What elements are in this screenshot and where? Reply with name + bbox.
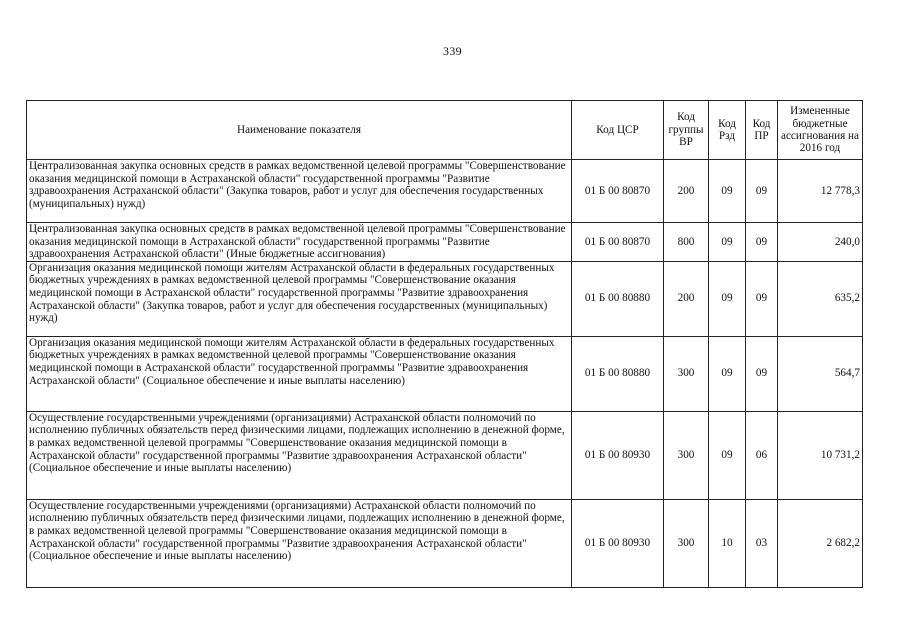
row-rzd: 09	[709, 160, 746, 223]
row-rzd: 09	[709, 223, 746, 262]
row-amount: 12 778,3	[778, 160, 863, 223]
row-vr: 800	[664, 223, 709, 262]
row-vr: 300	[664, 499, 709, 587]
page-number: 339	[443, 44, 462, 58]
row-vr: 200	[664, 160, 709, 223]
row-csr: 01 Б 00 80880	[572, 336, 664, 411]
table-header	[27, 101, 863, 160]
row-name: Осуществление государственными учреждениями (организациями) Астраханской области полномочий по исполнению публичных обязательств перед физическими лицами, подлежащих исполнению в денежной форме, в рамках ведомственной целевой программы "Совершенствование оказания медицинской помощи в Астраханской области" государственной программы "Развитие здравоохранения Астраханской области" (Социальное обеспечение и иные выплаты населению)	[27, 411, 572, 499]
header-csr: Код ЦСР	[572, 101, 664, 160]
row-pr: 09	[746, 261, 778, 336]
row-vr: 200	[664, 261, 709, 336]
table-row	[27, 160, 863, 223]
row-name: Организация оказания медицинской помощи жителям Астраханской области в федеральных государственных бюджетных учреждениях в рамках ведомственной целевой программы "Совершенствование оказания медицинской помощи в Астраханской области" государственной программы "Развитие здравоохранения Астраханской области" (Социальное обеспечение и иные выплаты населению)	[27, 336, 572, 411]
row-pr: 03	[746, 499, 778, 587]
row-amount: 635,2	[778, 261, 863, 336]
row-pr: 06	[746, 411, 778, 499]
row-pr: 09	[746, 336, 778, 411]
row-vr: 300	[664, 336, 709, 411]
table-row	[27, 499, 863, 587]
header-name: Наименование показателя	[27, 101, 572, 160]
table-row	[27, 223, 863, 262]
row-csr: 01 Б 00 80930	[572, 499, 664, 587]
row-vr: 300	[664, 411, 709, 499]
table-row	[27, 336, 863, 411]
header-row	[27, 101, 863, 160]
row-csr: 01 Б 00 80870	[572, 223, 664, 262]
row-pr: 09	[746, 160, 778, 223]
header-amount: Измененные бюджетные ассигнования на 2016 год	[778, 101, 863, 160]
row-amount: 240,0	[778, 223, 863, 262]
row-pr: 09	[746, 223, 778, 262]
row-amount: 2 682,2	[778, 499, 863, 587]
budget-table	[26, 100, 863, 588]
row-amount: 10 731,2	[778, 411, 863, 499]
row-csr: 01 Б 00 80870	[572, 160, 664, 223]
row-name: Централизованная закупка основных средств в рамках ведомственной целевой программы "Совершенствование оказания медицинской помощи в Астраханской области" государственной программы "Развитие здравоохранения Астраханской области" (Иные бюджетные ассигнования)	[27, 223, 572, 262]
row-rzd: 09	[709, 336, 746, 411]
row-csr: 01 Б 00 80930	[572, 411, 664, 499]
row-amount: 564,7	[778, 336, 863, 411]
row-rzd: 10	[709, 499, 746, 587]
row-name: Централизованная закупка основных средств в рамках ведомственной целевой программы "Совершенствование оказания медицинской помощи в Астраханской области" государственной программы "Развитие здравоохранения Астраханской области" (Закупка товаров, работ и услуг для обеспечения государственных (муниципальных) нужд)	[27, 160, 572, 223]
row-name: Осуществление государственными учреждениями (организациями) Астраханской области полномочий по исполнению публичных обязательств перед физическими лицами, подлежащих исполнению в денежной форме, в рамках ведомственной целевой программы "Совершенствование оказания медицинской помощи в Астраханской области" государственной программы "Развитие здравоохранения Астраханской области" (Социальное обеспечение и иные выплаты населению)	[27, 499, 572, 587]
table-body	[27, 160, 863, 588]
header-pr: Код ПР	[746, 101, 778, 160]
row-csr: 01 Б 00 80880	[572, 261, 664, 336]
row-rzd: 09	[709, 261, 746, 336]
table-row	[27, 261, 863, 336]
row-rzd: 09	[709, 411, 746, 499]
header-vr: Код группы ВР	[664, 101, 709, 160]
table-row	[27, 411, 863, 499]
row-name: Организация оказания медицинской помощи жителям Астраханской области в федеральных государственных бюджетных учреждениях в рамках ведомственной целевой программы "Совершенствование оказания медицинской помощи в Астраханской области" государственной программы "Развитие здравоохранения Астраханской области" (Закупка товаров, работ и услуг для обеспечения государственных (муниципальных) нужд)	[27, 261, 572, 336]
header-rzd: Код Рзд	[709, 101, 746, 160]
